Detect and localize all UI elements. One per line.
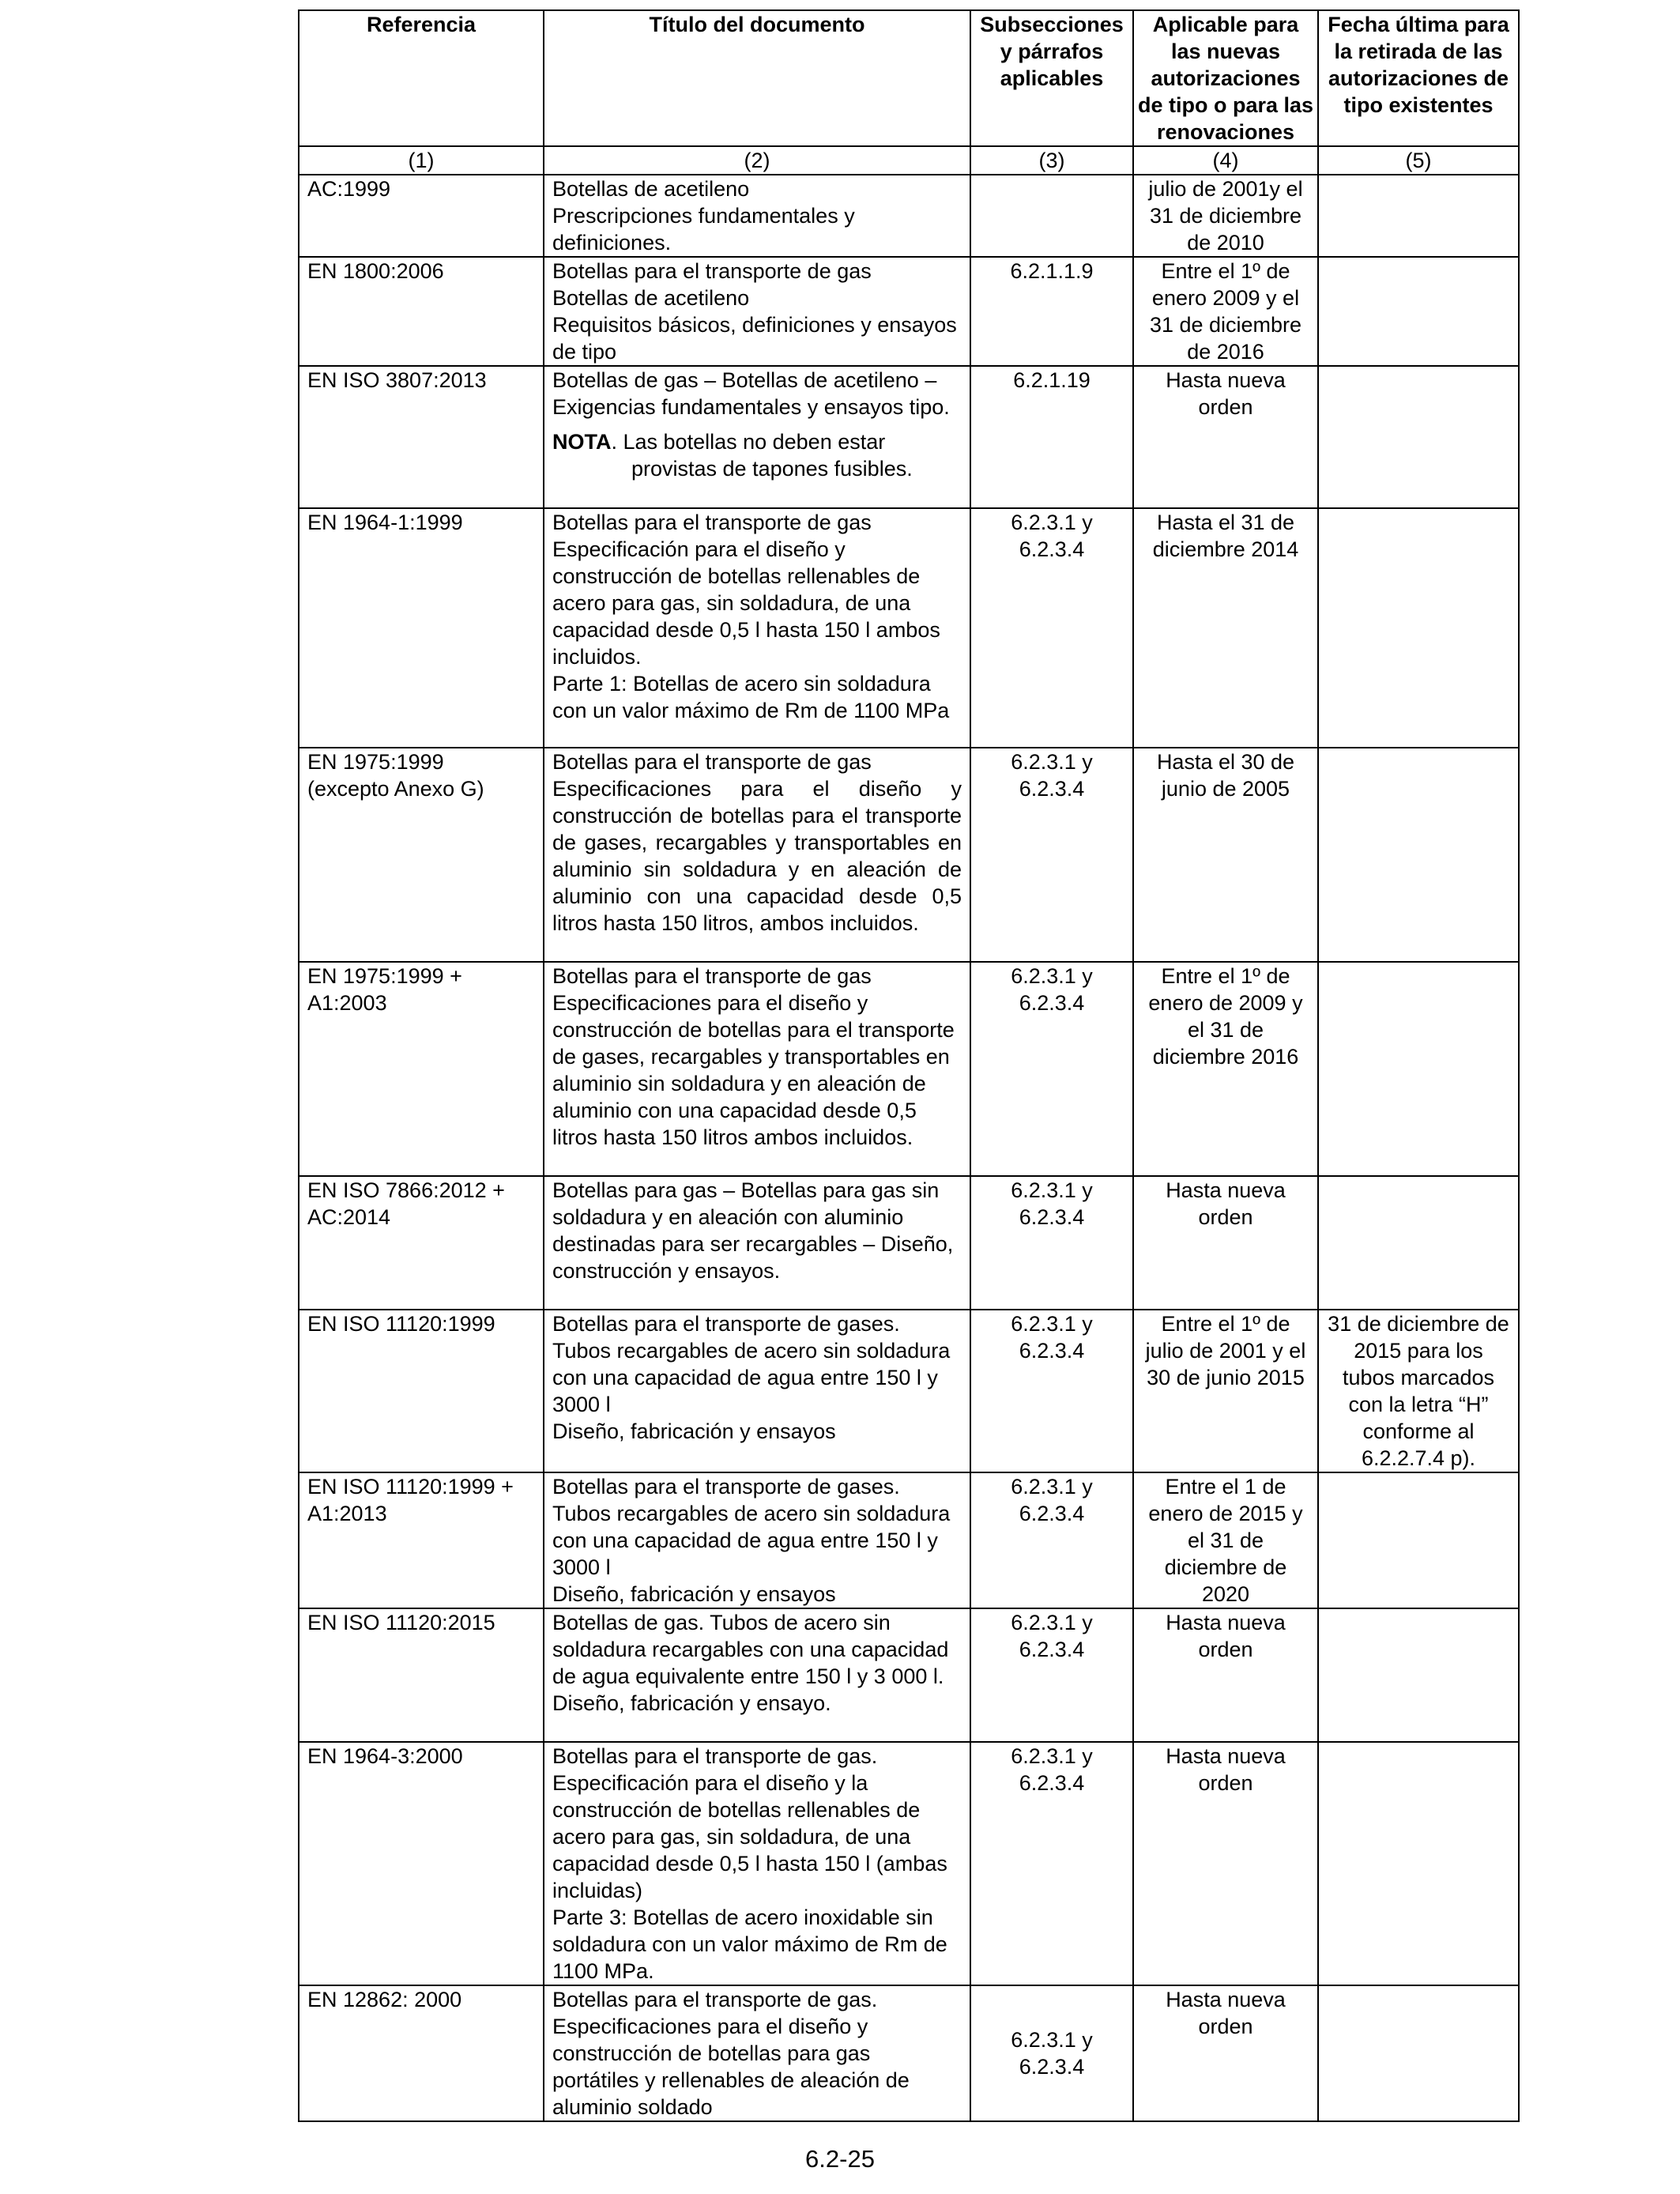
title-cell bbox=[544, 1472, 970, 1608]
title-text: Botellas de acetileno bbox=[552, 286, 750, 310]
title-text: Botellas para el transporte de gas bbox=[552, 964, 872, 988]
title-cell bbox=[544, 175, 970, 257]
header-document-title: Título del documento bbox=[544, 10, 970, 146]
applicable-cell: Hasta nueva orden bbox=[1133, 1742, 1318, 1985]
subsections-cell: 6.2.3.1 y 6.2.3.4 bbox=[970, 1985, 1133, 2121]
table-row bbox=[299, 508, 1519, 748]
reference-cell bbox=[299, 508, 544, 748]
applicable-cell: Entre el 1º de julio de 2001 y el 30 de junio 2015 bbox=[1133, 1310, 1318, 1472]
column-number: (5) bbox=[1318, 146, 1519, 175]
reference-text: EN ISO 11120:1999 bbox=[307, 1312, 495, 1336]
title-cell bbox=[544, 1985, 970, 2121]
withdrawal-cell bbox=[1318, 748, 1519, 962]
reference-text: EN 1964-1:1999 bbox=[307, 511, 463, 534]
subsections-cell: 6.2.3.1 y 6.2.3.4 bbox=[970, 748, 1133, 962]
column-number: (4) bbox=[1133, 146, 1318, 175]
reference-text: A1:2013 bbox=[307, 1502, 387, 1525]
title-cell bbox=[544, 1742, 970, 1985]
reference-text: EN 1975:1999 + bbox=[307, 964, 462, 988]
applicable-cell: Hasta el 31 de diciembre 2014 bbox=[1133, 508, 1318, 748]
applicable-cell: Hasta nueva orden bbox=[1133, 1608, 1318, 1742]
note-text: . Las botellas no deben estar bbox=[611, 430, 886, 454]
title-cell bbox=[544, 748, 970, 962]
subsections-cell: 6.2.1.19 bbox=[970, 366, 1133, 508]
subsections-cell: 6.2.1.1.9 bbox=[970, 257, 1133, 366]
note-block bbox=[552, 428, 962, 482]
column-number-row bbox=[299, 146, 1519, 175]
withdrawal-cell: 31 de diciembre de 2015 para los tubos marcados con la letra “H” conforme al 6.2.2.7.4 p). bbox=[1318, 1310, 1519, 1472]
reference-cell bbox=[299, 748, 544, 962]
withdrawal-cell bbox=[1318, 962, 1519, 1176]
withdrawal-cell bbox=[1318, 366, 1519, 508]
title-text: Botellas para gas – Botellas para gas sin soldadura y en aleación con aluminio destinadas para ser recargables – Diseño, construcción y ensayos. bbox=[552, 1178, 954, 1283]
reference-text: AC:1999 bbox=[307, 177, 391, 201]
withdrawal-cell bbox=[1318, 1985, 1519, 2121]
reference-cell bbox=[299, 1472, 544, 1608]
withdrawal-cell bbox=[1318, 1472, 1519, 1608]
subsections-cell: 6.2.3.1 y 6.2.3.4 bbox=[970, 1472, 1133, 1608]
reference-cell bbox=[299, 1176, 544, 1310]
applicable-cell: Hasta el 30 de junio de 2005 bbox=[1133, 748, 1318, 962]
subsections-cell: 6.2.3.1 y 6.2.3.4 bbox=[970, 962, 1133, 1176]
title-text: Prescripciones fundamentales y definiciones. bbox=[552, 204, 855, 254]
header-subsections: Subsecciones y párrafos aplicables bbox=[970, 10, 1133, 146]
table-row bbox=[299, 1310, 1519, 1472]
title-text: Tubos recargables de acero sin soldadura con una capacidad de agua entre 150 l y 3000 l bbox=[552, 1339, 951, 1416]
title-text: Botellas de gas – Botellas de acetileno – Exigencias fundamentales y ensayos tipo. bbox=[552, 368, 950, 419]
reference-text: EN ISO 11120:2015 bbox=[307, 1611, 495, 1634]
applicable-cell: Hasta nueva orden bbox=[1133, 1176, 1318, 1310]
table-row bbox=[299, 1472, 1519, 1608]
table-row bbox=[299, 1176, 1519, 1310]
title-text: Diseño, fabricación y ensayos bbox=[552, 1419, 836, 1443]
title-text: Especificaciones para el diseño y construcción de botellas para gas portátiles y rellenables de aleación de aluminio soldado bbox=[552, 2015, 910, 2119]
title-text: Botellas para el transporte de gas. bbox=[552, 1744, 878, 1768]
withdrawal-cell bbox=[1318, 1176, 1519, 1310]
reference-text: AC:2014 bbox=[307, 1205, 391, 1229]
column-number: (3) bbox=[970, 146, 1133, 175]
title-cell bbox=[544, 257, 970, 366]
reference-text: EN 1975:1999 bbox=[307, 750, 444, 774]
withdrawal-cell bbox=[1318, 1608, 1519, 1742]
withdrawal-cell bbox=[1318, 508, 1519, 748]
header-withdrawal-date: Fecha última para la retirada de las autorizaciones de tipo existentes bbox=[1318, 10, 1519, 146]
table-row bbox=[299, 1742, 1519, 1985]
title-text: Botellas de acetileno bbox=[552, 177, 750, 201]
reference-text: (excepto Anexo G) bbox=[307, 777, 484, 801]
reference-text: EN ISO 3807:2013 bbox=[307, 368, 487, 392]
reference-text: A1:2003 bbox=[307, 991, 387, 1015]
reference-cell bbox=[299, 1742, 544, 1985]
reference-text: EN ISO 11120:1999 + bbox=[307, 1475, 514, 1498]
title-cell bbox=[544, 1608, 970, 1742]
title-text: Especificaciones para el diseño y construcción de botellas para el transporte de gases, recargables y transportables en aluminio sin soldadura y en aleación de aluminio con una capacidad desde 0,5 litros hasta 150 litros, ambos incluidos. bbox=[552, 777, 962, 935]
applicable-cell: julio de 2001y el 31 de diciembre de 2010 bbox=[1133, 175, 1318, 257]
reference-cell bbox=[299, 175, 544, 257]
reference-text: EN ISO 7866:2012 + bbox=[307, 1178, 505, 1202]
applicable-cell: Entre el 1 de enero de 2015 y el 31 de diciembre de 2020 bbox=[1133, 1472, 1318, 1608]
column-number: (2) bbox=[544, 146, 970, 175]
header-row bbox=[299, 10, 1519, 146]
table-row bbox=[299, 366, 1519, 508]
reference-cell bbox=[299, 366, 544, 508]
title-text: Botellas para el transporte de gas bbox=[552, 511, 872, 534]
subsections-cell: 6.2.3.1 y 6.2.3.4 bbox=[970, 1176, 1133, 1310]
title-text: Botellas para el transporte de gas bbox=[552, 750, 872, 774]
note-label: NOTA bbox=[552, 430, 612, 454]
title-text: Parte 3: Botellas de acero inoxidable sin soldadura con un valor máximo de Rm de 1100 MPa. bbox=[552, 1906, 947, 1983]
title-cell bbox=[544, 366, 970, 508]
subsections-cell: 6.2.3.1 y 6.2.3.4 bbox=[970, 1742, 1133, 1985]
subsections-cell: 6.2.3.1 y 6.2.3.4 bbox=[970, 1310, 1133, 1472]
subsections-cell: 6.2.3.1 y 6.2.3.4 bbox=[970, 508, 1133, 748]
subsections-cell bbox=[970, 175, 1133, 257]
column-number: (1) bbox=[299, 146, 544, 175]
reference-text: EN 12862: 2000 bbox=[307, 1988, 462, 2011]
title-text: Requisitos básicos, definiciones y ensayos de tipo bbox=[552, 313, 957, 364]
table-row bbox=[299, 1608, 1519, 1742]
reference-cell bbox=[299, 962, 544, 1176]
title-text: Botellas para el transporte de gas bbox=[552, 259, 872, 283]
reference-text: EN 1964-3:2000 bbox=[307, 1744, 463, 1768]
withdrawal-cell bbox=[1318, 257, 1519, 366]
table-row bbox=[299, 748, 1519, 962]
reference-text: EN 1800:2006 bbox=[307, 259, 444, 283]
subsections-cell: 6.2.3.1 y 6.2.3.4 bbox=[970, 1608, 1133, 1742]
table-row bbox=[299, 962, 1519, 1176]
applicable-cell: Entre el 1º de enero 2009 y el 31 de diciembre de 2016 bbox=[1133, 257, 1318, 366]
title-text: Parte 1: Botellas de acero sin soldadura con un valor máximo de Rm de 1100 MPa bbox=[552, 672, 950, 722]
reference-cell bbox=[299, 1985, 544, 2121]
title-text: Botellas para el transporte de gases. bbox=[552, 1312, 900, 1336]
title-text: Especificaciones para el diseño y construcción de botellas para el transporte de gases, recargables y transportables en aluminio sin soldadura y en aleación de aluminio con una capacidad desde 0,5 litros hasta 150 litros ambos incluidos. bbox=[552, 991, 955, 1149]
title-cell bbox=[544, 508, 970, 748]
title-text: Especificación para el diseño y la construcción de botellas rellenables de acero para gas, sin soldadura, de una capacidad desde 0,5 l hasta 150 l (ambas incluidas) bbox=[552, 1771, 947, 1902]
table-row bbox=[299, 175, 1519, 257]
title-cell bbox=[544, 1310, 970, 1472]
note-text: provistas de tapones fusibles. bbox=[631, 457, 913, 481]
reference-cell bbox=[299, 257, 544, 366]
title-cell bbox=[544, 1176, 970, 1310]
title-text: Botellas para el transporte de gases. bbox=[552, 1475, 900, 1498]
page-number: 6.2-25 bbox=[805, 2145, 875, 2173]
reference-cell bbox=[299, 1608, 544, 1742]
applicable-cell: Hasta nueva orden bbox=[1133, 1985, 1318, 2121]
title-text: Diseño, fabricación y ensayos bbox=[552, 1582, 836, 1606]
standards-table bbox=[298, 9, 1520, 2122]
applicable-cell: Entre el 1º de enero de 2009 y el 31 de diciembre 2016 bbox=[1133, 962, 1318, 1176]
withdrawal-cell bbox=[1318, 175, 1519, 257]
header-reference: Referencia bbox=[299, 10, 544, 146]
applicable-cell: Hasta nueva orden bbox=[1133, 366, 1318, 508]
reference-cell bbox=[299, 1310, 544, 1472]
title-text: Tubos recargables de acero sin soldadura con una capacidad de agua entre 150 l y 3000 l bbox=[552, 1502, 951, 1579]
table-row bbox=[299, 257, 1519, 366]
withdrawal-cell bbox=[1318, 1742, 1519, 1985]
title-text: Especificación para el diseño y construcción de botellas rellenables de acero para gas, sin soldadura, de una capacidad desde 0,5 l hasta 150 l ambos incluidos. bbox=[552, 537, 940, 669]
header-applicable: Aplicable para las nuevas autorizaciones de tipo o para las renovaciones bbox=[1133, 10, 1318, 146]
table-row bbox=[299, 1985, 1519, 2121]
title-text: Botellas para el transporte de gas. bbox=[552, 1988, 878, 2011]
title-text: Botellas de gas. Tubos de acero sin soldadura recargables con una capacidad de agua equivalente entre 150 l y 3 000 l. Diseño, fabricación y ensayo. bbox=[552, 1611, 949, 1715]
title-cell bbox=[544, 962, 970, 1176]
